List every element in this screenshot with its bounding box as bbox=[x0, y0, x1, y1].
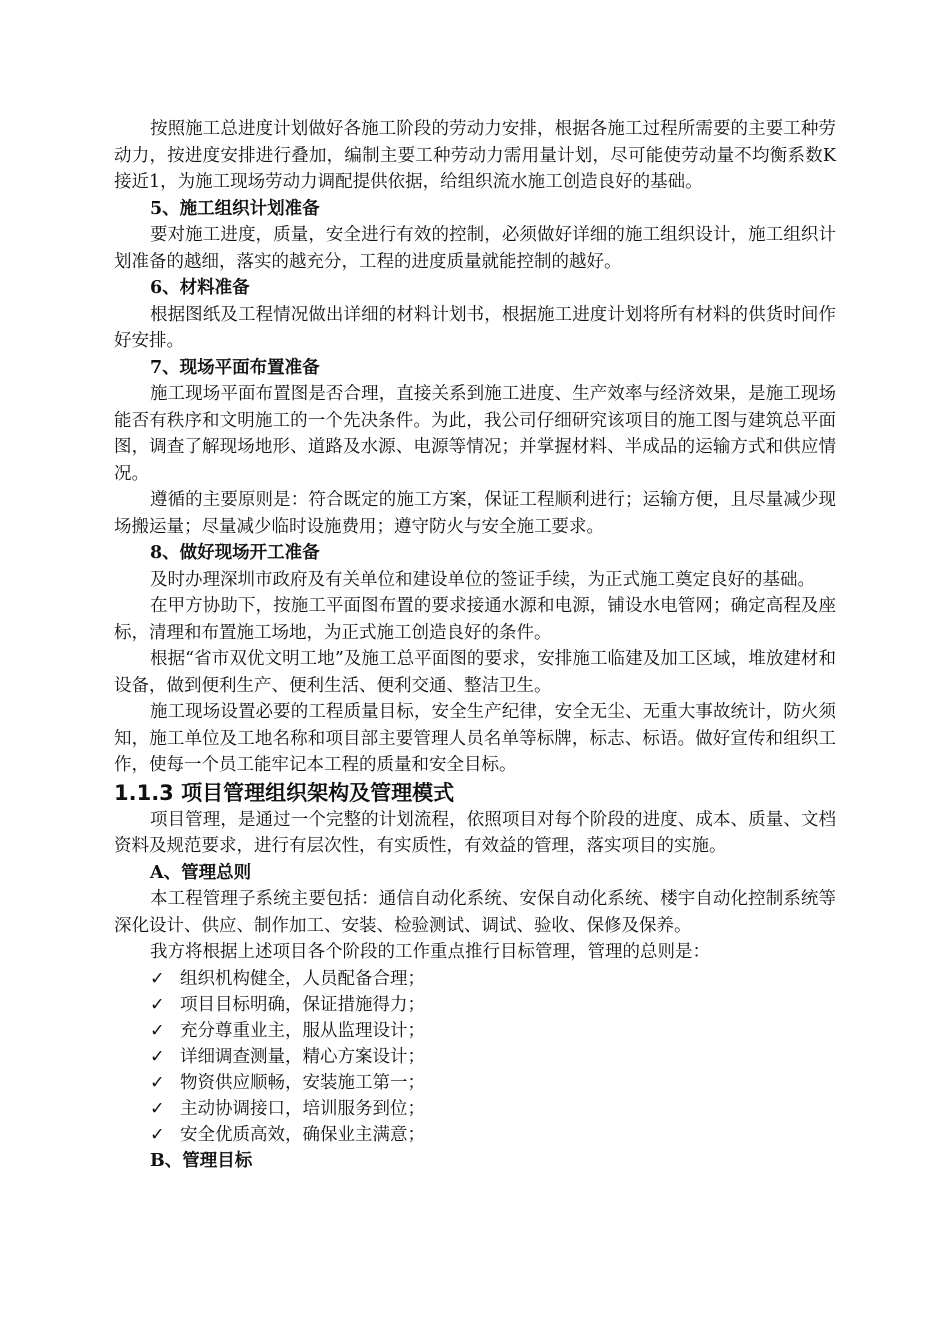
check-icon: ✓ bbox=[150, 1124, 165, 1145]
paragraph-subsystems: 本工程管理子系统主要包括：通信自动化系统、安保自动化系统、楼宇自动化控制系统等深化设计、供应、制作加工、安装、检验测试、调试、验收、保修及保养。 bbox=[114, 889, 836, 936]
list-item: ✓ 组织机构健全，人员配备合理； bbox=[114, 966, 836, 992]
paragraph-principles-intro: 我方将根据上述项目各个阶段的工作重点推行目标管理，管理的总则是： bbox=[150, 942, 710, 962]
check-icon: ✓ bbox=[150, 1072, 165, 1093]
paragraph-project-management: 项目管理，是通过一个完整的计划流程，依照项目对每个阶段的进度、成本、质量、文档资料及规范要求，进行有层次性，有实质性，有效益的管理，落实项目的实施。 bbox=[114, 809, 836, 856]
list-item: ✓ 详细调查测量，精心方案设计； bbox=[114, 1044, 836, 1070]
heading-organization-plan: 5、施工组织计划准备 bbox=[150, 198, 320, 219]
list-item: ✓ 安全优质高效，确保业主满意； bbox=[114, 1122, 836, 1148]
list-item: ✓ 充分尊重业主，服从监理设计； bbox=[114, 1018, 836, 1044]
check-icon: ✓ bbox=[150, 1046, 165, 1067]
list-item: ✓ 主动协调接口，培训服务到位； bbox=[114, 1096, 836, 1122]
check-icon: ✓ bbox=[150, 1020, 165, 1041]
heading-site-layout: 7、现场平面布置准备 bbox=[150, 357, 320, 378]
paragraph-site-layout: 施工现场平面布置图是否合理，直接关系到施工进度、生产效率与经济效果，是施工现场能否有秩序和文明施工的一个先决条件。为此，我公司仔细研究该项目的施工图与建筑总平面图，调查了解现场地形、道路及水源、电源等情况；并掌握材料、半成品的运输方式和供应情况。 bbox=[114, 384, 836, 484]
heading-management-goals: B、管理目标 bbox=[150, 1150, 253, 1171]
paragraph-materials: 根据图纸及工程情况做出详细的材料计划书，根据施工进度计划将所有材料的供货时间作好安排。 bbox=[114, 304, 836, 351]
paragraph-site-signage: 施工现场设置必要的工程质量目标，安全生产纪律，安全无尘、无重大事故统计，防火须知，施工单位及工地名称和项目部主要管理人员名单等标牌，标志、标语。做好宣传和组织工作，使每一个员工能牢记本工程的质量和安全目标。 bbox=[114, 702, 836, 775]
check-icon: ✓ bbox=[150, 1098, 165, 1119]
principles-checklist bbox=[114, 966, 836, 1148]
heading-site-start: 8、做好现场开工准备 bbox=[150, 543, 320, 563]
heading-general-principles: A、管理总则 bbox=[150, 862, 252, 883]
check-icon: ✓ bbox=[150, 968, 165, 989]
list-item: ✓ 项目目标明确，保证措施得力； bbox=[114, 992, 836, 1018]
paragraph-permits: 及时办理深圳市政府及有关单位和建设单位的签证手续，为正式施工奠定良好的基础。 bbox=[150, 569, 815, 590]
document-body bbox=[114, 116, 836, 1174]
heading-materials: 6、材料准备 bbox=[150, 278, 250, 298]
paragraph-organization-plan: 要对施工进度，质量，安全进行有效的控制，必须做好详细的施工组织设计，施工组织计划准备的越细，落实的越充分，工程的进度质量就能控制的越好。 bbox=[114, 225, 836, 272]
section-heading: 1.1.3 项目管理组织架构及管理模式 bbox=[114, 780, 455, 805]
paragraph-labor-plan: 按照施工总进度计划做好各施工阶段的劳动力安排，根据各施工过程所需要的主要工种劳动力，按进度安排进行叠加，编制主要工种劳动力需用量计划，尽可能使劳动量不均衡系数K接近1，为施工现场劳动力调配提供依据，给组织流水施工创造良好的基础。 bbox=[114, 119, 836, 192]
paragraph-civilized-site: 根据“省市双优文明工地”及施工总平面图的要求，安排施工临建及加工区域，堆放建材和设备，做到便利生产、便利生活、便利交通、整洁卫生。 bbox=[114, 649, 836, 696]
check-icon: ✓ bbox=[150, 994, 165, 1015]
paragraph-layout-principles: 遵循的主要原则是：符合既定的施工方案，保证工程顺利进行；运输方便，且尽量减少现场搬运量；尽量减少临时设施费用；遵守防火与安全施工要求。 bbox=[114, 490, 836, 537]
paragraph-utilities: 在甲方协助下，按施工平面图布置的要求接通水源和电源，铺设水电管网；确定高程及座标，清理和布置施工场地，为正式施工创造良好的条件。 bbox=[114, 596, 836, 643]
list-item: ✓ 物资供应顺畅，安装施工第一； bbox=[114, 1070, 836, 1096]
